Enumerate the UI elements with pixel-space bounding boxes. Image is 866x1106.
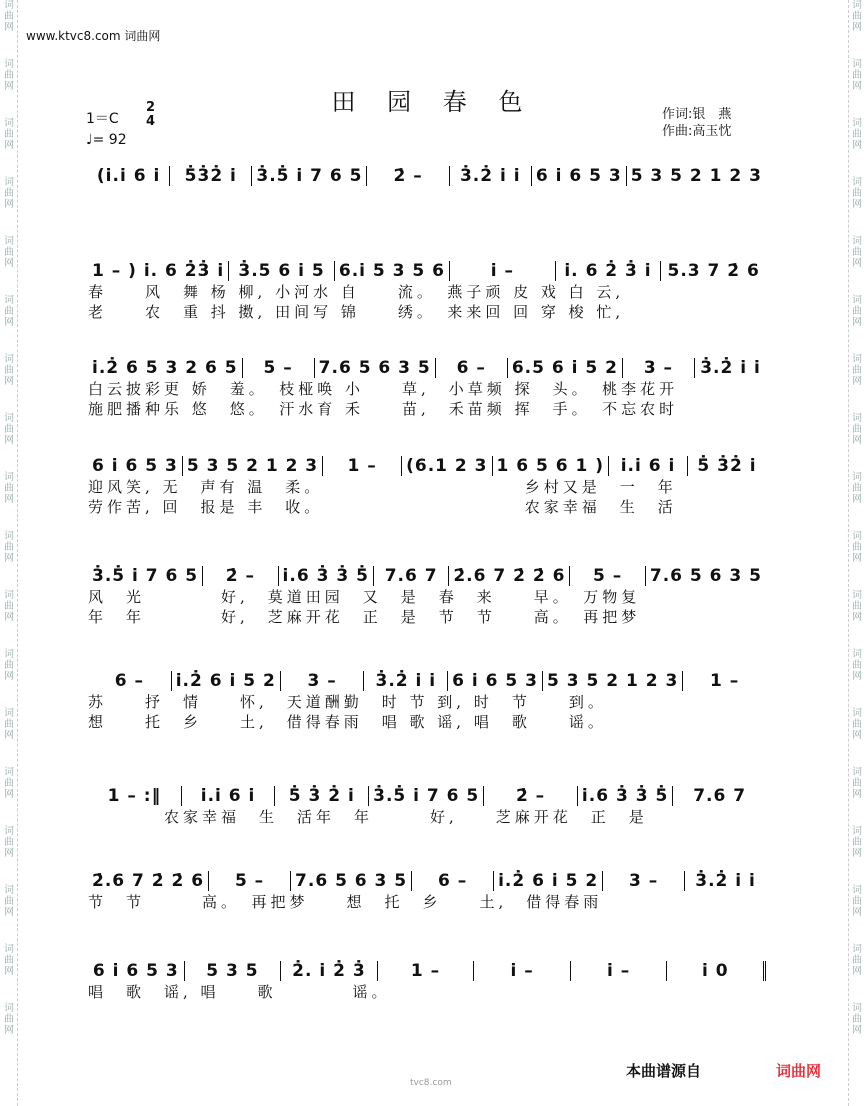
watermark-char: 网 (852, 671, 862, 682)
measure: 3̇.2̇ i i (363, 671, 447, 691)
measure: 2̇.6 7 2̇ 2̇ 6 (92, 871, 205, 891)
lyric-verse-1: 风 光 好, 莫道田园 又 是 春 来 早。 万物复 (88, 588, 641, 606)
watermark-char: 曲 (852, 365, 862, 376)
measure: 6 – (435, 358, 507, 378)
watermark-char: 词 (852, 1003, 862, 1014)
watermark-char: 曲 (4, 542, 14, 553)
lyricist-credit: 作词:银 燕 (662, 107, 732, 122)
watermark-char: 词 (4, 649, 14, 660)
watermark-char: 词 (4, 472, 14, 483)
notation-line (88, 665, 766, 691)
watermark-char: 网 (4, 376, 14, 387)
watermark-char: 曲 (852, 778, 862, 789)
watermark-char: 词 (852, 177, 862, 188)
score-row (88, 780, 766, 846)
watermark-char: 曲 (4, 660, 14, 671)
watermark-char: 词 (852, 590, 862, 601)
measure: 5 – (242, 358, 314, 378)
notation-line (88, 450, 766, 476)
watermark-char: 曲 (852, 483, 862, 494)
watermark-char: 曲 (4, 955, 14, 966)
measure: 5 – (208, 871, 290, 891)
measure: 1 – ) i. 6 2̇3̇ i (92, 261, 225, 281)
watermark-char: 网 (4, 1025, 14, 1036)
measure: i.i 6 i (608, 456, 687, 476)
measure: i.2̇ 6 i 5 2 (493, 871, 602, 891)
score-row (88, 160, 766, 226)
measure: 5 3 5 (184, 961, 281, 981)
lyric-verse-1: 唱 歌 谣, 唱 歌 谣。 (88, 983, 391, 1001)
measure: i.6 3̇ 3̇ 5̇ (577, 786, 672, 806)
watermark-char: 网 (852, 22, 862, 33)
score-row (88, 955, 766, 1021)
watermark-char: 网 (4, 258, 14, 269)
watermark-char: 曲 (4, 70, 14, 81)
watermark-char: 词 (852, 826, 862, 837)
watermark-char: 词 (852, 236, 862, 247)
watermark-char: 曲 (852, 1014, 862, 1025)
notation-line (88, 560, 766, 586)
watermark-char: 词 (852, 59, 862, 70)
watermark-char: 曲 (4, 837, 14, 848)
measure: 6 – (411, 871, 493, 891)
measure: 3̇.2̇ i i (449, 166, 531, 186)
measure: 3 – (280, 671, 364, 691)
watermark-char: 曲 (4, 247, 14, 258)
measure: 3̇.5 6 i 5 (228, 261, 334, 281)
measure: i. 6 2̇ 3̇ i (555, 261, 661, 281)
watermark-char: 网 (4, 671, 14, 682)
song-title: 田 园 春 色 (331, 88, 535, 116)
watermark-char: 网 (4, 22, 14, 33)
credits (662, 106, 731, 140)
watermark-char: 网 (852, 140, 862, 151)
watermark-char: 曲 (852, 719, 862, 730)
watermark-char: 词 (852, 944, 862, 955)
watermark-char: 词 (4, 708, 14, 719)
site-url[interactable]: www.ktvc8.com 词曲网 (26, 29, 161, 43)
composer-credit: 作曲:高玉忱 (662, 124, 732, 139)
watermark-char: 词 (852, 354, 862, 365)
watermark-char: 词 (4, 295, 14, 306)
lyric-verse-2 (88, 911, 766, 931)
measure: 2̇ – (483, 786, 577, 806)
measure: (i.i 6 i (96, 166, 161, 186)
watermark-char: 曲 (4, 601, 14, 612)
measure: 1 6 5 6 1 ) (492, 456, 609, 476)
watermark-char: 曲 (852, 129, 862, 140)
tempo-marking: ♩= 92 (86, 132, 127, 148)
watermark-char: 网 (852, 612, 862, 623)
watermark-char: 词 (4, 0, 14, 11)
watermark-char: 网 (852, 376, 862, 387)
watermark-char: 曲 (852, 70, 862, 81)
watermark-char: 词 (4, 177, 14, 188)
watermark-char: 网 (852, 966, 862, 977)
watermark-char: 网 (852, 258, 862, 269)
watermark-char: 曲 (852, 188, 862, 199)
measure: 1 – (682, 671, 766, 691)
measure: i.2̇ 6 5 3 2 6 5 (92, 358, 238, 378)
notation-line (88, 780, 766, 806)
measure: 5 3 5 2 1 2 3 (182, 456, 322, 476)
measure: 2̇ – (366, 166, 448, 186)
watermark-char: 网 (4, 81, 14, 92)
measure: 6 – (114, 671, 144, 691)
watermark-char: 词 (852, 295, 862, 306)
lyric-verse-2: 年 年 好, 芝麻开花 正 是 节 节 高。 再把梦 (88, 608, 641, 626)
site-logo[interactable]: 词曲网 (776, 1062, 822, 1080)
watermark-char: 曲 (4, 188, 14, 199)
measure: 5 3 5 2 1 2 3 (626, 166, 766, 186)
measure: 2̇ – (202, 566, 277, 586)
watermark-char: 曲 (4, 483, 14, 494)
measure: 3 – (602, 871, 684, 891)
measure: 3̇.5̇ i 7 6 5 (92, 566, 199, 586)
watermark-char: 曲 (4, 896, 14, 907)
watermark-char: 词 (852, 708, 862, 719)
measure: 3 – (622, 358, 694, 378)
measure: 3̇.2̇ i i (694, 358, 766, 378)
watermark-char: 网 (852, 907, 862, 918)
lyric-verse-1: 苏 抒 情 怀, 天道酬勤 时 节 到, 时 节 到。 (88, 693, 607, 711)
watermark-char: 词 (852, 531, 862, 542)
watermark-char: 网 (852, 1025, 862, 1036)
source-note: 本曲谱源自 (626, 1062, 702, 1080)
notation-line (88, 255, 766, 281)
watermark-char: 网 (4, 140, 14, 151)
measure: 5̇3̇2̇ i (169, 166, 251, 186)
measure: 5 3 5 2 1 2 3 (542, 671, 682, 691)
measure: 1 – :‖ (107, 786, 162, 806)
measure: 7.6 5 6 3 5 (645, 566, 766, 586)
watermark-char: 曲 (4, 1014, 14, 1025)
measure: i – (570, 961, 667, 981)
watermark-char: 曲 (852, 247, 862, 258)
watermark-char: 网 (852, 435, 862, 446)
score-row (88, 255, 766, 321)
watermark-char: 网 (4, 730, 14, 741)
watermark-char: 网 (4, 907, 14, 918)
measure: 3̇.5̇ i 7 6 5 (251, 166, 366, 186)
measure: 6.5 6 i 5 2 (507, 358, 622, 378)
score-row (88, 450, 766, 516)
watermark-char: 网 (852, 553, 862, 564)
watermark-char: 网 (4, 553, 14, 564)
lyric-verse-1: 春 风 舞 杨 柳, 小河水 自 流。 燕子顽 皮 戏 白 云, (88, 283, 625, 301)
watermark-char: 网 (852, 317, 862, 328)
lyric-verse-2 (88, 1001, 766, 1021)
watermark-char: 网 (852, 848, 862, 859)
measure: 3̇.2̇ i i (684, 871, 766, 891)
key-signature: 1＝C (86, 111, 119, 127)
watermark-char: 词 (852, 413, 862, 424)
measure: 6 i 6 5 3 (92, 961, 179, 981)
lyric-verse-2: 施肥播种乐 悠 悠。 汗水育 禾 苗, 禾苗频 挥 手。 不忘农时 (88, 400, 679, 418)
measure: 5 – (569, 566, 644, 586)
watermark-char: 词 (4, 354, 14, 365)
measure: 1 – (377, 961, 474, 981)
watermark-char: 网 (4, 317, 14, 328)
lyric-verse-2 (88, 826, 766, 846)
watermark-char: 词 (852, 472, 862, 483)
watermark-char: 曲 (852, 660, 862, 671)
measure: 6 i 6 5 3 (447, 671, 542, 691)
score-row (88, 560, 766, 626)
measure: 6.i 5 3 5 6 (334, 261, 449, 281)
watermark-char: 曲 (852, 306, 862, 317)
measure: 5̇ 3̇ 2̇ i (274, 786, 368, 806)
watermark-char: 词 (4, 413, 14, 424)
watermark-char: 词 (852, 885, 862, 896)
notation-line (88, 955, 766, 981)
watermark-char: 曲 (852, 955, 862, 966)
watermark-char: 词 (852, 649, 862, 660)
measure: 2̇.6 7 2̇ 2̇ 6 (448, 566, 569, 586)
watermark-char: 词 (4, 531, 14, 542)
lyric-verse-1: 迎风笑, 无 声有 温 柔。 乡村又是 一 年 (88, 478, 677, 496)
lyric-verse-1: 白云披彩更 娇 羞。 枝桠唤 小 草, 小草频 探 头。 桃李花开 (88, 380, 679, 398)
watermark-char: 词 (4, 236, 14, 247)
watermark-char: 网 (4, 966, 14, 977)
watermark-char: 曲 (852, 542, 862, 553)
measure: i.i 6 i (181, 786, 275, 806)
lyric-verse-1: 农家幸福 生 活年 年 好, 芝麻开花 正 是 (88, 808, 648, 826)
measure: 7.6 5 6 3 5 (314, 358, 435, 378)
time-signature: 2 4 (146, 100, 156, 129)
measure: i.2̇ 6 i 5 2 (171, 671, 280, 691)
watermark-char: 曲 (852, 424, 862, 435)
watermark-char: 词 (4, 944, 14, 955)
watermark-char: 曲 (4, 719, 14, 730)
score-row (88, 865, 766, 931)
measure: 3̇.5̇ i 7 6 5 (368, 786, 483, 806)
watermark-char: 网 (852, 730, 862, 741)
watermark-char: 曲 (852, 601, 862, 612)
watermark-char: 网 (852, 81, 862, 92)
watermark-char: 网 (4, 848, 14, 859)
notation-line (88, 352, 766, 378)
lyric-verse-1 (88, 186, 766, 206)
measure: 2̇. i 2̇ 3̇ (280, 961, 377, 981)
watermark-char: 网 (4, 789, 14, 800)
left-watermark-column (0, 0, 18, 1106)
watermark-char: 网 (852, 494, 862, 505)
watermark-char: 词 (4, 590, 14, 601)
watermark-char: 词 (852, 0, 862, 11)
watermark-char: 网 (852, 199, 862, 210)
watermark-char: 曲 (4, 11, 14, 22)
measure: i 0 (666, 961, 766, 981)
watermark-char: 曲 (852, 896, 862, 907)
measure: i.6 3̇ 3̇ 5̇ (278, 566, 373, 586)
measure: i – (473, 961, 570, 981)
score-row (88, 665, 766, 731)
watermark-char: 网 (4, 494, 14, 505)
notation-line (88, 865, 766, 891)
lyric-verse-2: 劳作苦, 回 报是 丰 收。 农家幸福 生 活 (88, 498, 677, 516)
watermark-char: 词 (4, 826, 14, 837)
lyric-verse-2 (88, 206, 766, 226)
watermark-char: 词 (4, 767, 14, 778)
watermark-char: 网 (4, 435, 14, 446)
watermark-char: 曲 (852, 837, 862, 848)
measure: 5.3 7 2̇ 6 (660, 261, 766, 281)
notation-line (88, 160, 766, 186)
lyric-verse-2: 想 托 乡 土, 借得春雨 唱 歌 谣, 唱 歌 谣。 (88, 713, 607, 731)
watermark-char: 词 (4, 59, 14, 70)
measure: 5̇ 3̇2̇ i (687, 456, 766, 476)
measure: 7.6 5 6 3 5 (290, 871, 411, 891)
score-row (88, 352, 766, 418)
right-watermark-column (848, 0, 866, 1106)
lyric-verse-2: 老 农 重 抖 擞, 田间写 锦 绣。 来来回 回 穿 梭 忙, (88, 303, 625, 321)
watermark-char: 曲 (852, 11, 862, 22)
watermark-char: 曲 (4, 365, 14, 376)
watermark-char: 词 (852, 118, 862, 129)
measure: i – (449, 261, 555, 281)
watermark-char: 网 (4, 199, 14, 210)
watermark-char: 曲 (4, 424, 14, 435)
lyric-verse-1: 节 节 高。 再把梦 想 托 乡 土, 借得春雨 (88, 893, 603, 911)
watermark-char: 词 (852, 767, 862, 778)
measure: 1 – (322, 456, 401, 476)
watermark-char: 曲 (4, 778, 14, 789)
page-mark: tvc8.com (410, 1078, 452, 1088)
watermark-char: 词 (4, 885, 14, 896)
measure: (6.1 2 3 (401, 456, 491, 476)
watermark-char: 网 (4, 612, 14, 623)
measure: 7.6 7 (672, 786, 766, 806)
watermark-char: 词 (4, 1003, 14, 1014)
watermark-char: 曲 (4, 129, 14, 140)
measure: 7.6 7 (373, 566, 448, 586)
measure: 6 i 6 5 3 (531, 166, 626, 186)
measure: 6 i 6 5 3 (92, 456, 178, 476)
watermark-char: 词 (4, 118, 14, 129)
watermark-char: 曲 (4, 306, 14, 317)
watermark-char: 网 (852, 789, 862, 800)
